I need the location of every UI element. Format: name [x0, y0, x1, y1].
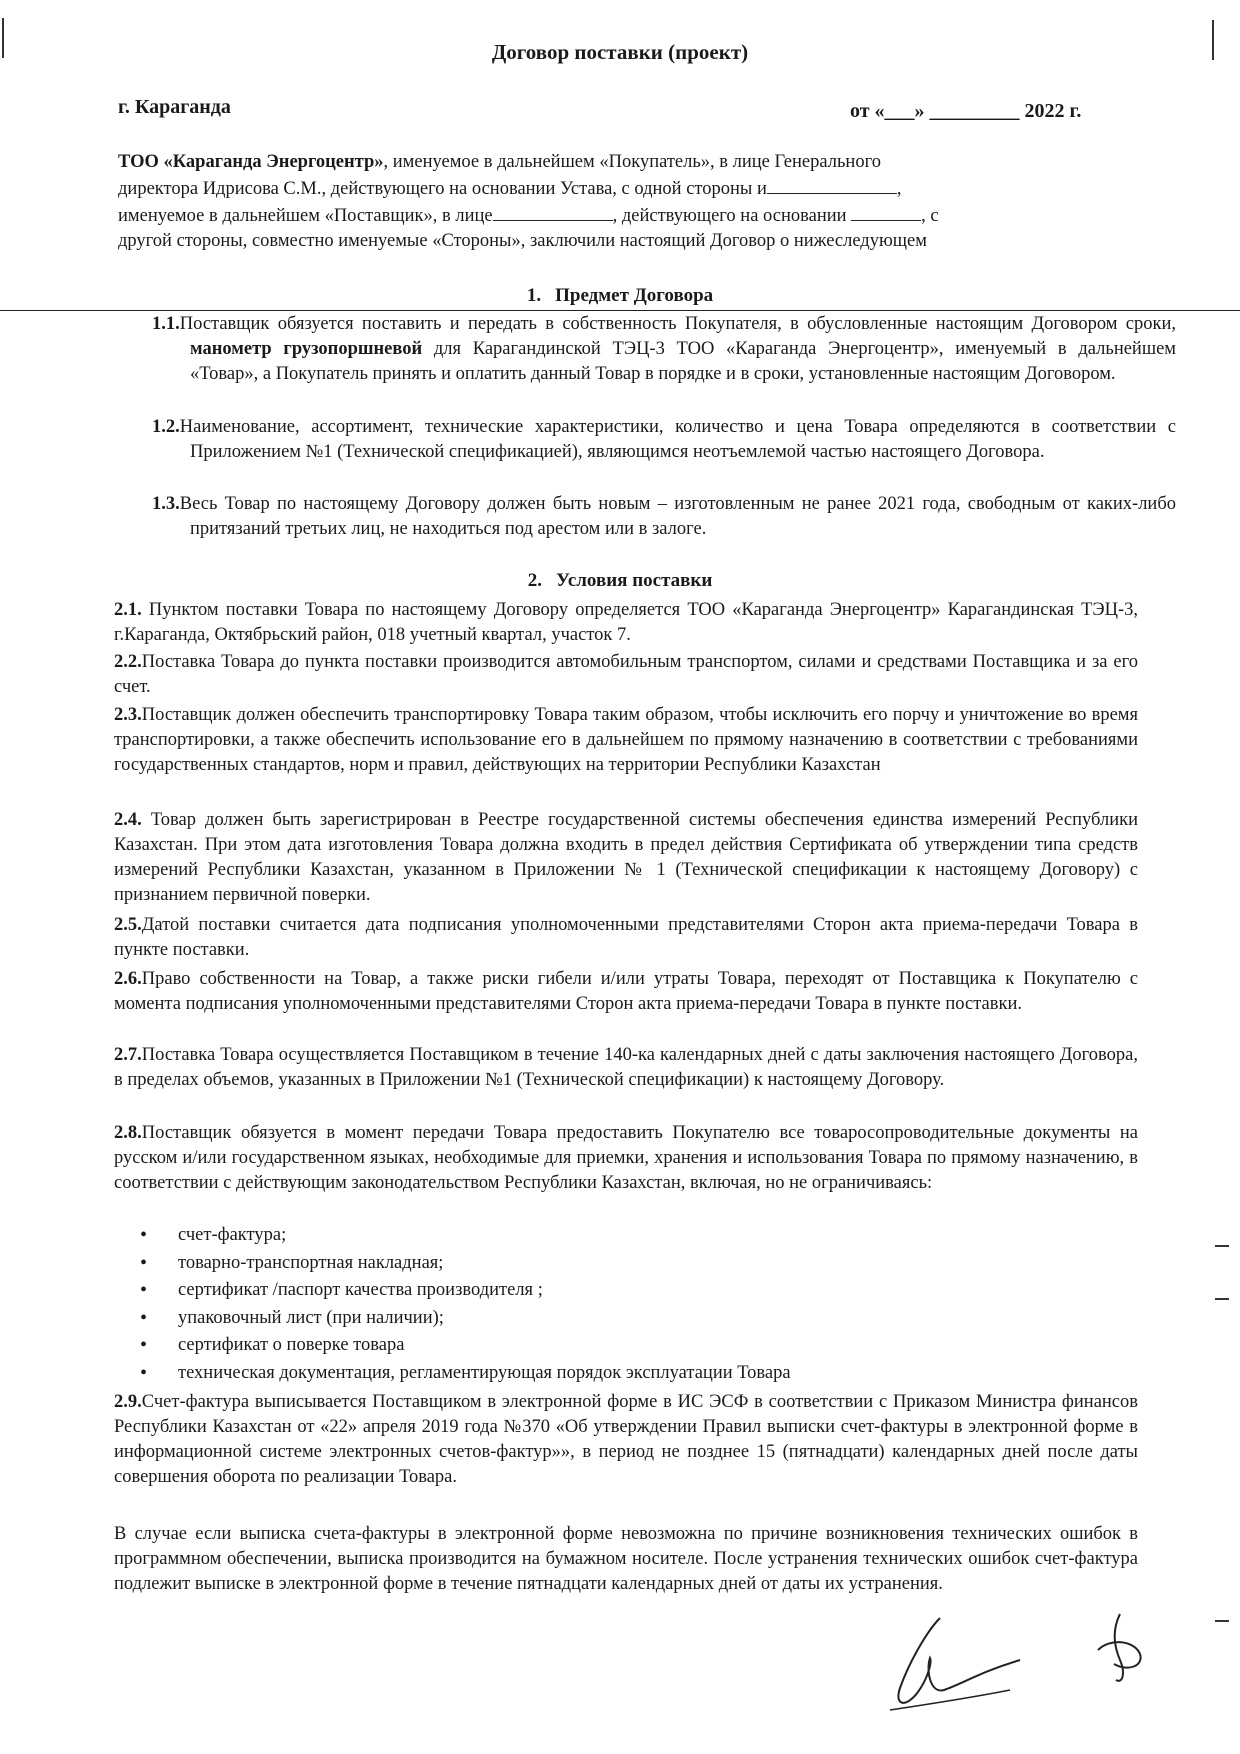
section-1-heading: 1. Предмет Договора [526, 285, 714, 306]
clause-2-4: 2.4. Товар должен быть зарегистрирован в Реестре государственной системы обеспечения единства измерений Республики Казахстан. При этом дата изготовления Товара должна входить в предел действия Сертификата об утверждении типа средств измерений Республики Казахстан, указанном в Приложении № 1 (Технической спецификации к настоящему Договору) с признанием первичной поверки. [114, 810, 1138, 905]
clause-2-2: 2.2.Поставка Товара до пункта поставки производится автомобильным транспортом, силами и средствами Поставщика и за его счет. [114, 652, 1138, 697]
right-edge-mark [1215, 1298, 1229, 1300]
right-edge-mark [1215, 1620, 1229, 1622]
horizontal-rule [0, 310, 1240, 311]
document-title: Договор поставки (проект) [491, 40, 749, 64]
list-item: • сертификат /паспорт качества производителя ; [140, 1277, 1040, 1305]
buyer-org: ТОО «Караганда Энергоцентр» [118, 152, 384, 172]
list-item: • счет-фактура; [140, 1222, 1040, 1250]
contract-date: от «___» _________ 2022 г. [850, 100, 1082, 122]
clause-2-6: 2.6.Право собственности на Товар, а также риски гибели и/или утраты Товара, переходят от Поставщика к Покупателю с момента подписания уполномоченными представителями Сторон акта приема-передачи Товара в пункте поставки. [114, 969, 1138, 1014]
clause-2-3: 2.3.Поставщик должен обеспечить транспортировку Товара таким образом, чтобы исключить его порчу и уничтожение во время транспортировки, а также обеспечить использование его в дальнейшем по прямому назначению в соответствии с требованиями государственных стандартов, норм и правил, действующих на территории Республики Казахстан [114, 705, 1138, 775]
signature-2 [1090, 1610, 1150, 1690]
clause-1-1: 1.1.Поставщик обязуется поставить и передать в собственность Покупателя, в обусловленные настоящим Договором сроки, манометр грузопоршневой для Карагандинской ТЭЦ-3 ТОО «Караганда Энергоцентр», именуемый в дальнейшем «Товар», а Покупатель принять и оплатить данный Товар в порядке и в сроки, установленные настоящим Договором. [152, 314, 1176, 384]
representative-blank [493, 202, 613, 221]
clause-1-3: 1.3.Весь Товар по настоящему Договору должен быть новым – изготовленным не ранее 2021 года, свободным от каких-либо притязаний третьих лиц, не находиться под арестом или в залоге. [152, 494, 1176, 539]
section-2-heading: 2. Условия поставки [527, 570, 713, 591]
clause-2-8: 2.8.Поставщик обязуется в момент передачи Товара предоставить Покупателю все товаросопроводительные документы на русском и/или государственном языках, необходимые для приемки, хранения и использования Товара по прямому назначению, в соответствии с действующим законодательством Республики Казахстан, включая, но не ограничиваясь: [114, 1123, 1138, 1193]
preamble: ТОО «Караганда Энергоцентр», именуемое в дальнейшем «Покупатель», в лице Генерального директора Идрисова С.М., действующего на основании Устава, с одной стороны и , именуемое в дальнейшем «Поставщик», в лице , действующего на основании , с другой стороны, совместно именуемые «Стороны», заключили настоящий Договор о нижеследующем [118, 152, 939, 251]
clause-2-5: 2.5.Датой поставки считается дата подписания уполномоченными представителями Сторон акта приема-передачи Товара в пункте поставки. [114, 915, 1138, 960]
city: г. Караганда [118, 96, 231, 118]
signature-1 [870, 1610, 1040, 1720]
supplier-blank [767, 175, 897, 194]
list-item: • сертификат о поверке товара [140, 1332, 1040, 1360]
list-item: • упаковочный лист (при наличии); [140, 1305, 1040, 1333]
list-item: • техническая документация, регламентирующая порядок эксплуатации Товара [140, 1360, 1040, 1388]
right-edge-mark [1215, 1245, 1229, 1247]
clause-1-2: 1.2.Наименование, ассортимент, технические характеристики, количество и цена Товара определяются в соответствии с Приложением №1 (Технической спецификацией), являющимся неотъемлемой частью настоящего Договора. [152, 417, 1176, 462]
clause-2-1: 2.1. Пунктом поставки Товара по настоящему Договору определяется ТОО «Караганда Энергоцентр» Карагандинская ТЭЦ-3, г.Караганда, Октябрьский район, 018 учетный квартал, участок 7. [114, 600, 1138, 645]
list-item: • товарно-транспортная накладная; [140, 1250, 1040, 1278]
document-list [140, 1222, 1040, 1387]
clause-2-7: 2.7.Поставка Товара осуществляется Поставщиком в течение 140-ка календарных дней с даты заключения настоящего Договора, в пределах объемов, указанных в Приложении №1 (Технической спецификации) к настоящему Договору. [114, 1045, 1138, 1090]
basis-blank [851, 202, 921, 221]
closing-paragraph: В случае если выписка счета-фактуры в электронной форме невозможна по причине возникновения технических ошибок в программном обеспечении, выписка производится на бумажном носителе. После устранения технических ошибок счет-фактура подлежит выписке в электронной форме в течение пятнадцати календарных дней от даты их устранения. [114, 1524, 1138, 1594]
clause-2-9: 2.9.Счет-фактура выписывается Поставщиком в электронной форме в ИС ЭСФ в соответствии с Приказом Министра финансов Республики Казахстан от «22» апреля 2019 года №370 «Об утверждении Правил выписки счет-фактуры в электронной форме в информационной системе электронных счетов-фактур»», в период не позднее 15 (пятнадцати) календарных дней после даты совершения оборота по реализации Товара. [114, 1392, 1138, 1487]
